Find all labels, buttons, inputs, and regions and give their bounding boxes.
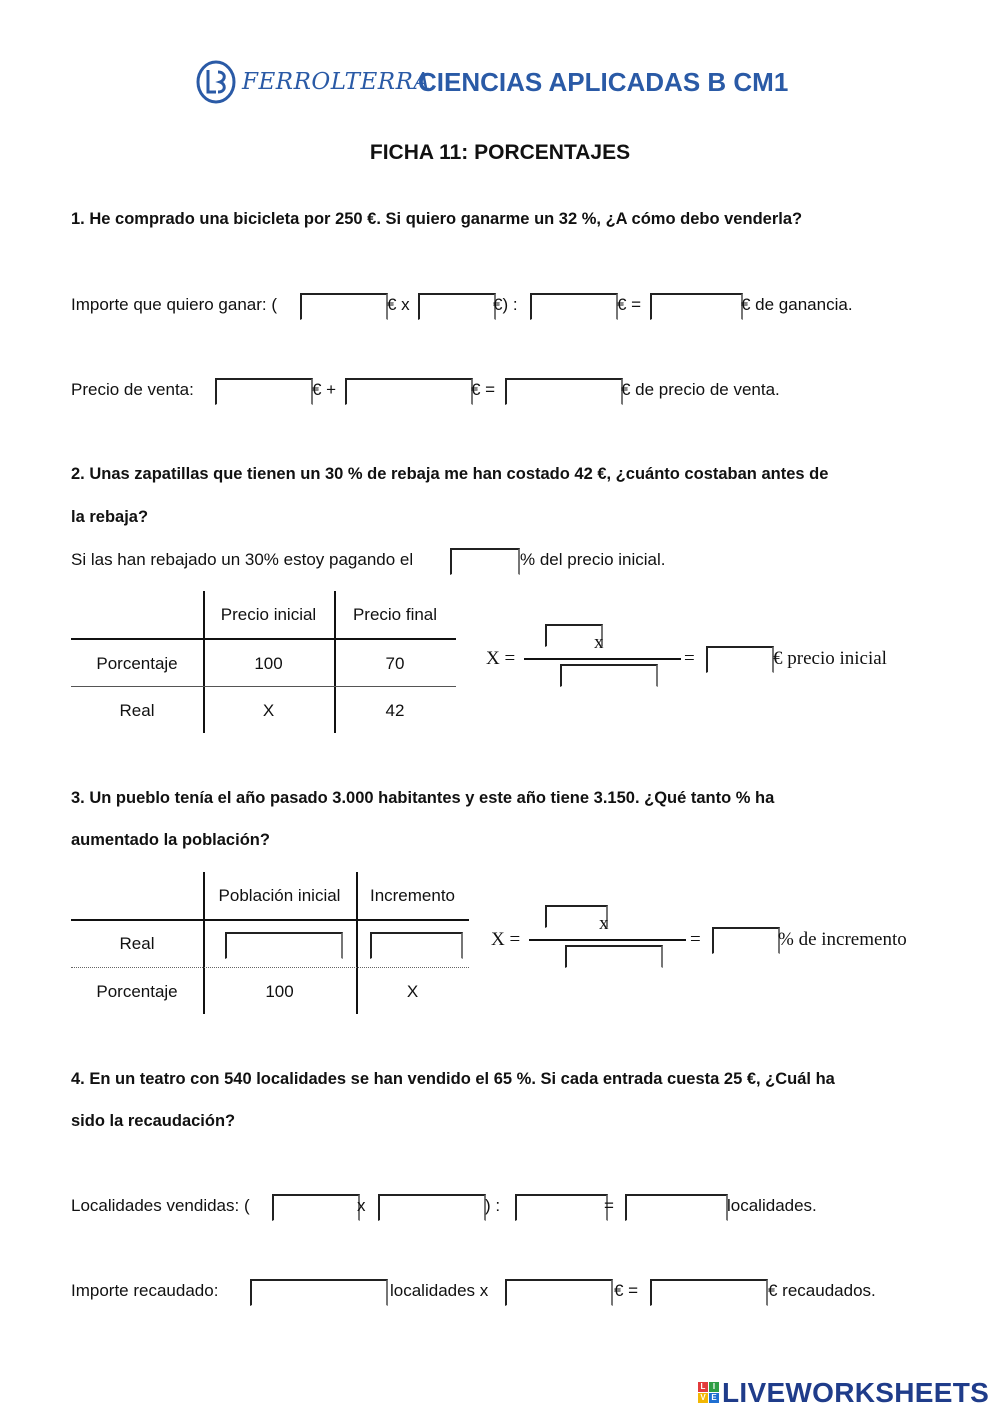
q1-blank-5[interactable] [215,378,313,405]
q2-formula-lhs: X = [486,648,516,669]
q1-line2-p2: € = [471,380,496,399]
q4-blank-3[interactable] [515,1194,608,1221]
q2-formula-denominator-blank[interactable] [560,664,658,687]
q4-line2-p2: € = [614,1281,639,1300]
liveworksheets-brand: LIVEWORKSHEETS [722,1377,990,1408]
q2-row1-final: 70 [385,654,405,673]
q4-line1-p1: x [357,1196,366,1215]
q2-fraction-line [524,658,681,660]
q1-line1-label: Importe que quiero ganar: ( [71,295,278,314]
q3-formula-numerator: x [599,913,609,934]
q2-row2-final: 42 [385,701,405,720]
q3-formula-result-label: % de incremento [778,929,907,950]
badge-letter-i: I [709,1382,719,1392]
q3-formula-result-blank[interactable] [712,927,780,954]
badge-letter-v: V [698,1393,708,1403]
q2-formula-numerator: x [594,632,604,653]
q3-formula-denominator-blank[interactable] [565,945,663,968]
q3-question-line2: aumentado la población? [71,831,270,849]
q1-line1-p2: €) : [493,295,518,314]
q4-blank-6[interactable] [505,1279,613,1306]
badge-letter-e: E [709,1393,719,1403]
q3-row2-increment: X [406,982,419,1001]
q2-hint-label: Si las han rebajado un 30% estoy pagando el [71,550,414,569]
q4-blank-2[interactable] [378,1194,486,1221]
q4-blank-7[interactable] [650,1279,768,1306]
q3-formula-equals: = [690,929,701,950]
q2-row1-label: Porcentaje [96,654,178,673]
logo-text: FERROLTERRA [242,69,431,95]
q1-blank-7[interactable] [505,378,623,405]
q1-line2-p3: € de precio de venta. [621,380,780,399]
q4-line2-p3: € recaudados. [768,1281,876,1300]
page-title: FICHA 11: PORCENTAJES [369,141,631,164]
q3-fraction-line [529,939,686,941]
liveworksheets-logo-icon [698,1382,720,1404]
q4-line1-p3: = [604,1196,614,1215]
q2-row2-initial: X [262,701,275,720]
badge-letter-l: L [698,1382,708,1392]
q3-row2-initial: 100 [265,982,294,1001]
q4-line2-p1: localidades x [390,1281,489,1300]
q2-question-line2: la rebaja? [71,508,149,526]
q4-question-line2: sido la recaudación? [71,1112,236,1130]
q3-header-initial: Población inicial [218,886,341,905]
q2-formula-result-blank[interactable] [706,646,774,673]
q4-line1-p4: localidades. [727,1196,817,1215]
q3-row2-label: Porcentaje [96,982,178,1001]
q4-line1-p2: ) : [485,1196,501,1215]
q4-question-line1: 4. En un teatro con 540 localidades se han vendido el 65 %. Si cada entrada cuesta 25 €, ¿Cuál ha [71,1070,835,1088]
q4-blank-5[interactable] [250,1279,388,1306]
q2-header-initial: Precio inicial [220,605,317,624]
q1-blank-1[interactable] [300,293,388,320]
ferrolterra-logo-icon [196,60,236,104]
header-title: CIENCIAS APLICADAS B CM1 [418,67,789,97]
q1-question: 1. He comprado una bicicleta por 250 €. Si quiero ganarme un 32 %, ¿A cómo debo venderla? [71,210,803,228]
q1-blank-4[interactable] [650,293,743,320]
q4-blank-1[interactable] [272,1194,360,1221]
q1-line2-label: Precio de venta: [71,380,194,399]
q2-row1-initial: 100 [254,654,283,673]
q4-line1-label: Localidades vendidas: ( [71,1196,250,1215]
q3-row1-increment-blank[interactable] [370,932,463,959]
q3-header-increment: Incremento [369,886,456,905]
q3-row1-label: Real [119,934,155,953]
q1-line1-p3: € = [617,295,642,314]
q1-blank-3[interactable] [530,293,618,320]
q2-formula-equals: = [684,648,695,669]
q1-line1-p1: € x [387,295,410,314]
q2-hint-suffix: % del precio inicial. [520,550,666,569]
q4-blank-4[interactable] [625,1194,728,1221]
q2-formula-result-label: € precio inicial [773,648,887,669]
q1-blank-2[interactable] [418,293,496,320]
q4-line2-label: Importe recaudado: [71,1281,219,1300]
q1-blank-6[interactable] [345,378,473,405]
q3-row1-initial-blank[interactable] [225,932,343,959]
q2-header-final: Precio final [352,605,438,624]
q2-row2-label: Real [119,701,155,720]
q1-line2-p1: € + [312,380,337,399]
q2-question-line1: 2. Unas zapatillas que tienen un 30 % de rebaja me han costado 42 €, ¿cuánto costaban antes de [71,465,829,483]
q1-line1-p4: € de ganancia. [741,295,853,314]
q3-question-line1: 3. Un pueblo tenía el año pasado 3.000 habitantes y este año tiene 3.150. ¿Qué tanto % ha [71,789,775,807]
q3-formula-lhs: X = [491,929,521,950]
q2-blank-percent[interactable] [450,548,520,575]
